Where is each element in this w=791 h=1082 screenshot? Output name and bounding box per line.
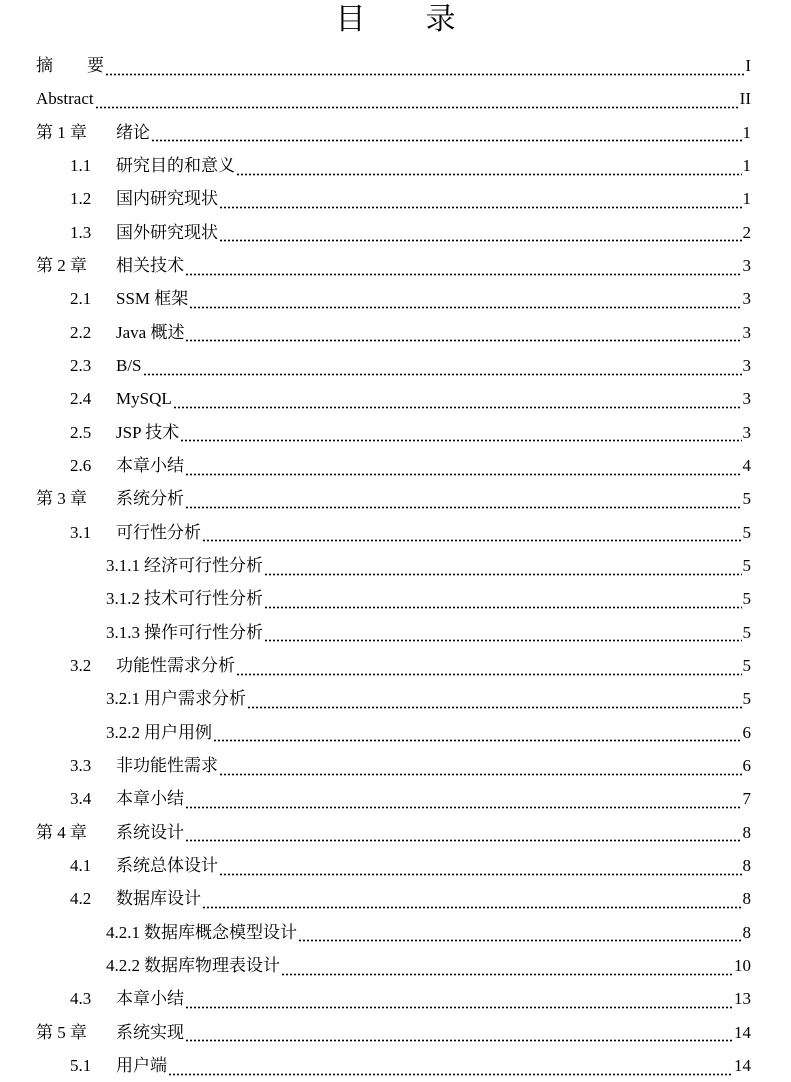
- toc-entry-number: 4.3: [70, 989, 92, 1009]
- toc-entry-page: 2: [742, 222, 751, 242]
- toc-entry[interactable]: [36, 449, 751, 482]
- toc-entry[interactable]: [36, 782, 751, 815]
- toc-entry-page: 10: [734, 955, 751, 975]
- dot-leader: [213, 736, 742, 742]
- dot-leader: [185, 803, 742, 809]
- toc-entry[interactable]: [36, 216, 751, 249]
- toc-entry[interactable]: [36, 949, 751, 982]
- dot-leader: [185, 1036, 733, 1042]
- toc-entry[interactable]: [36, 616, 751, 649]
- toc-entry-label: 数据库物理表设计: [144, 955, 280, 975]
- toc-entry[interactable]: [36, 649, 751, 682]
- dot-leader: [202, 536, 742, 542]
- toc-entry-number: 2.2: [70, 322, 92, 342]
- dot-leader: [180, 436, 741, 442]
- toc-entry-label: 国外研究现状: [116, 222, 218, 242]
- dot-leader: [185, 470, 742, 476]
- dot-leader: [281, 970, 733, 976]
- dot-leader: [185, 1003, 733, 1009]
- toc-entry[interactable]: [36, 982, 751, 1015]
- toc-entry-page: 1: [742, 189, 751, 209]
- dot-leader: [185, 503, 742, 509]
- toc-entry-number: 第 3 章: [36, 489, 87, 509]
- toc-entry-page: 3: [742, 355, 751, 375]
- toc-entry[interactable]: [36, 282, 751, 315]
- toc-entry-number: 2.1: [70, 289, 92, 309]
- toc-entry[interactable]: [36, 349, 751, 382]
- dot-leader: [173, 403, 742, 409]
- toc-entry-number: 3.4: [70, 789, 92, 809]
- toc-entry-number: 4.2.2: [106, 955, 140, 975]
- dot-leader: [202, 903, 742, 909]
- dot-leader: [185, 836, 742, 842]
- dot-leader: [168, 1070, 733, 1076]
- toc-entry-page: 5: [742, 589, 751, 609]
- page-title: 目录: [335, 2, 516, 37]
- toc-entry-label: 非功能性需求: [116, 755, 218, 775]
- toc-entry-label: 本章小结: [116, 989, 184, 1009]
- toc-entry[interactable]: [36, 849, 751, 882]
- toc-entry-page: 4: [742, 455, 751, 475]
- dot-leader: [264, 603, 742, 609]
- dot-leader: [236, 170, 742, 176]
- dot-leader: [219, 203, 742, 209]
- toc-entry-label: 可行性分析: [116, 522, 201, 542]
- toc-entry-label: 技术可行性分析: [144, 589, 263, 609]
- toc-entry[interactable]: [36, 1016, 751, 1049]
- toc-entry-label: 数据库概念模型设计: [144, 922, 297, 942]
- table-of-contents: [36, 49, 751, 1082]
- toc-entry-page: 3: [742, 255, 751, 275]
- toc-entry-page: 14: [734, 1022, 751, 1042]
- toc-entry-page: 5: [742, 689, 751, 709]
- toc-entry-page: 5: [742, 622, 751, 642]
- toc-entry-label: Java 概述: [116, 322, 185, 342]
- toc-entry[interactable]: [36, 182, 751, 215]
- toc-entry-number: 2.3: [70, 355, 92, 375]
- toc-entry-page: 8: [742, 855, 751, 875]
- toc-entry-page: 8: [742, 922, 751, 942]
- toc-entry-number: 3.2: [70, 655, 92, 675]
- dot-leader: [189, 303, 741, 309]
- toc-entry-label: 本章小结: [116, 789, 184, 809]
- toc-entry-label: 相关技术: [116, 255, 184, 275]
- dot-leader: [143, 370, 742, 376]
- toc-entry[interactable]: [36, 316, 751, 349]
- toc-entry[interactable]: [36, 816, 751, 849]
- toc-entry-label: 经济可行性分析: [144, 555, 263, 575]
- toc-entry-number: 3.1: [70, 522, 92, 542]
- toc-entry[interactable]: [36, 582, 751, 615]
- toc-entry-number: 2.5: [70, 422, 92, 442]
- dot-leader: [247, 703, 742, 709]
- toc-entry-page: 5: [742, 655, 751, 675]
- toc-entry-number: 第 1 章: [36, 122, 87, 142]
- toc-entry-page: 3: [742, 322, 751, 342]
- toc-entry[interactable]: [36, 549, 751, 582]
- toc-entry-page: 1: [742, 155, 751, 175]
- toc-entry-label: Abstract: [36, 89, 94, 109]
- dot-leader: [95, 103, 739, 109]
- toc-entry-page: 13: [734, 989, 751, 1009]
- dot-leader: [105, 70, 744, 76]
- dot-leader: [219, 770, 742, 776]
- toc-entry-page: 3: [742, 422, 751, 442]
- toc-entry-number: 4.2: [70, 889, 92, 909]
- toc-entry[interactable]: [36, 49, 751, 82]
- toc-entry[interactable]: [36, 516, 751, 549]
- toc-entry[interactable]: [36, 82, 751, 115]
- toc-entry-label: 用户需求分析: [144, 689, 246, 709]
- toc-entry-page: II: [739, 89, 751, 109]
- toc-entry-label: 绪论: [116, 122, 150, 142]
- toc-entry-page: 8: [742, 889, 751, 909]
- toc-entry-number: 第 5 章: [36, 1022, 87, 1042]
- toc-entry-label: JSP 技术: [116, 422, 180, 442]
- toc-entry-label: 系统分析: [116, 489, 184, 509]
- toc-entry-page: 5: [742, 489, 751, 509]
- toc-entry[interactable]: [36, 882, 751, 915]
- toc-entry[interactable]: [36, 249, 751, 282]
- toc-entry-page: 5: [742, 522, 751, 542]
- toc-entry-number: 1.1: [70, 155, 92, 175]
- toc-entry[interactable]: [36, 416, 751, 449]
- toc-entry-page: 8: [742, 822, 751, 842]
- toc-entry-page: I: [745, 56, 751, 75]
- toc-entry-label: 国内研究现状: [116, 189, 218, 209]
- toc-entry[interactable]: [36, 116, 751, 149]
- toc-entry-number: 4.2.1: [106, 922, 140, 942]
- toc-entry-label: 系统设计: [116, 822, 184, 842]
- toc-entry[interactable]: [36, 916, 751, 949]
- toc-entry-page: 6: [742, 755, 751, 775]
- dot-leader: [219, 236, 742, 242]
- toc-entry[interactable]: [36, 482, 751, 515]
- dot-leader: [151, 136, 742, 142]
- toc-entry-number: 1.2: [70, 189, 92, 209]
- toc-entry-label: 本章小结: [116, 455, 184, 475]
- toc-entry-number: 第 4 章: [36, 822, 87, 842]
- toc-entry-number: 4.1: [70, 855, 92, 875]
- toc-entry[interactable]: [36, 749, 751, 782]
- toc-entry-label: SSM 框架: [116, 289, 189, 309]
- toc-entry-label: 数据库设计: [116, 889, 201, 909]
- toc-entry-page: 3: [742, 289, 751, 309]
- toc-entry-label: 功能性需求分析: [116, 655, 235, 675]
- dot-leader: [185, 336, 741, 342]
- toc-entry-number: 3.2.2: [106, 722, 140, 742]
- toc-entry-number: 2.4: [70, 389, 92, 409]
- toc-entry-number: 3.2.1: [106, 689, 140, 709]
- toc-entry-number: 3.1.1: [106, 555, 140, 575]
- dot-leader: [298, 936, 742, 942]
- toc-entry-number: 3.1.3: [106, 622, 140, 642]
- toc-entry-label: 操作可行性分析: [144, 622, 263, 642]
- toc-entry[interactable]: [36, 716, 751, 749]
- toc-entry-number: 1.3: [70, 222, 92, 242]
- toc-entry[interactable]: [36, 149, 751, 182]
- dot-leader: [236, 670, 742, 676]
- toc-entry-page: 3: [742, 389, 751, 409]
- dot-leader: [219, 870, 742, 876]
- toc-entry-label: 用户用例: [144, 722, 212, 742]
- toc-entry-page: 6: [742, 722, 751, 742]
- toc-entry[interactable]: [36, 382, 751, 415]
- toc-entry-label: B/S: [116, 355, 142, 375]
- toc-entry-label: 研究目的和意义: [116, 155, 235, 175]
- toc-entry[interactable]: [36, 1049, 751, 1082]
- toc-entry-label: MySQL: [116, 389, 172, 409]
- toc-entry-page: 5: [742, 555, 751, 575]
- toc-entry[interactable]: [36, 682, 751, 715]
- toc-entry-label: 用户端: [116, 1055, 167, 1075]
- dot-leader: [264, 636, 742, 642]
- toc-entry-label: 摘 要: [36, 56, 104, 75]
- toc-entry-label: 系统实现: [116, 1022, 184, 1042]
- toc-entry-number: 3.1.2: [106, 589, 140, 609]
- toc-entry-page: 14: [734, 1055, 751, 1075]
- toc-entry-page: 7: [742, 789, 751, 809]
- toc-entry-number: 第 2 章: [36, 255, 87, 275]
- toc-entry-page: 1: [742, 122, 751, 142]
- toc-entry-number: 3.3: [70, 755, 92, 775]
- dot-leader: [264, 570, 742, 576]
- toc-entry-number: 5.1: [70, 1055, 92, 1075]
- toc-entry-label: 系统总体设计: [116, 855, 218, 875]
- dot-leader: [185, 270, 742, 276]
- toc-entry-number: 2.6: [70, 455, 92, 475]
